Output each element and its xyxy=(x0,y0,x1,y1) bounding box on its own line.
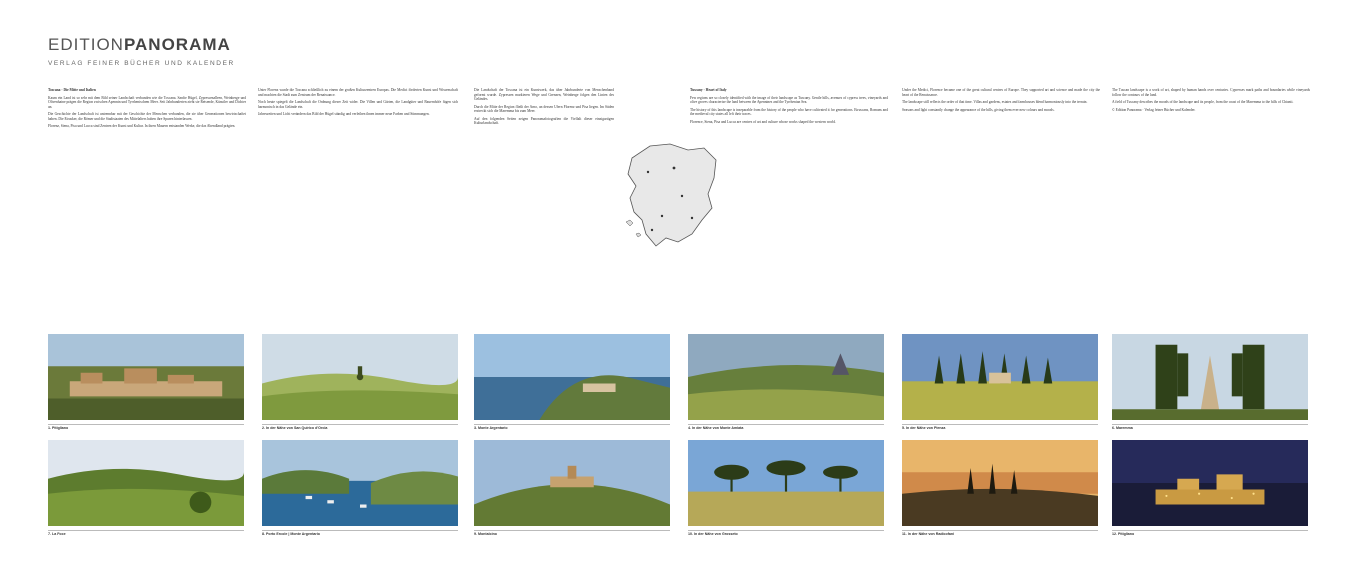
caption-divider xyxy=(474,530,670,531)
paragraph: Kaum ein Land ist so sehr mit dem Bild seiner Landschaft verbunden wie die Toscana. Sanfte Hügel, Zypressenalleen, Weinberge und Olivenhaine prägen die Region zwischen Apennin und Tyrrhenischem Meer. Seit Jahrhunderten zieht sie Reisende, Künstler und Dichter an. xyxy=(48,95,246,109)
panorama-photo xyxy=(48,440,244,526)
paragraph: Few regions are so closely identified with the image of their landscape as Tuscany. Gentle hills, avenues of cypress trees, vineyards and olive groves characterise the land between the Apennines and the Tyrrhenian Sea. xyxy=(690,95,888,104)
paragraph: The history of this landscape is inseparable from the history of the people who have cultivated it for generations. Etruscans, Romans and the medieval city states all left their traces. xyxy=(690,107,888,116)
photo-caption: 7. La Foce xyxy=(48,532,66,536)
logo-part-1: EDITION xyxy=(48,35,124,54)
column-lead: Toscana · Die Mitte und Italien xyxy=(48,88,96,92)
paragraph: Seasons and light constantly change the appearance of the hills, giving them ever new colours and moods. xyxy=(902,107,1055,112)
paragraph: Durch die Mitte der Region fließt der Arno, an dessen Ufern Florenz und Pisa liegen. Im Süden erstreckt sich die Maremma bis zum Meer. xyxy=(474,104,614,113)
panorama-photo xyxy=(902,334,1098,420)
photo-caption: 4. In der Nähe von Monte Amiata xyxy=(688,426,744,430)
paragraph: Under the Medici, Florence became one of the great cultural centres of Europe. They supported art and science and made the city the heart of the Renaissance. xyxy=(902,88,1100,97)
paragraph: A field of Tuscany describes the moods of the landscape and its people, from the coast of the Maremma to the hills of Chianti. xyxy=(1112,100,1294,104)
logo-part-2: PANORAMA xyxy=(123,35,231,54)
caption-divider xyxy=(1112,530,1308,531)
panorama-photo xyxy=(474,334,670,420)
photo-caption: 12. Pitigliano xyxy=(1112,532,1135,536)
caption-divider xyxy=(1112,424,1308,425)
photo-caption: 5. In der Nähe von Pienza xyxy=(902,426,946,430)
paragraph: Auf den folgenden Seiten zeigen Panoramafotografien die Vielfalt dieser einzigartigen Kulturlandschaft. xyxy=(474,116,614,125)
caption-divider xyxy=(48,424,244,425)
paragraph: Die Geschichte der Landschaft ist untrennbar mit der Geschichte der Menschen verbunden, die sie über Generationen bewirtschaftet haben. Die Etrusker, die Römer und die Stadtstaaten des Mittelalters haben ihre Spuren hinterlassen. xyxy=(48,112,246,121)
map-region-outline xyxy=(628,144,716,246)
photo-caption: 6. Maremma xyxy=(1112,426,1133,430)
caption-divider xyxy=(902,530,1098,531)
caption-divider xyxy=(48,530,244,531)
photo-caption: 10. In der Nähe von Grosseto xyxy=(688,532,738,536)
panorama-photo xyxy=(48,334,244,420)
text-column xyxy=(258,88,458,308)
panorama-photo xyxy=(262,334,458,420)
paragraph: The Tuscan landscape is a work of art, shaped by human hands over centuries. Cypresses mark paths and boundaries while vineyards follow the contours of the land. xyxy=(1112,88,1310,97)
text-column xyxy=(902,88,1100,308)
photo-caption: 2. In der Nähe von San Quirico d'Orcia xyxy=(262,426,328,430)
caption-divider xyxy=(902,424,1098,425)
header xyxy=(48,36,235,67)
panorama-photo xyxy=(688,440,884,526)
tagline: VERLAG FEINER BÜCHER UND KALENDER xyxy=(48,60,235,67)
panorama-photo xyxy=(1112,334,1308,420)
paragraph: Jahreszeiten und Licht verändern das Bild der Hügel ständig und verleihen ihnen immer neue Farben und Stimmungen. xyxy=(258,112,430,116)
paragraph: © Edition Panorama · Verlag feiner Bücher und Kalender. xyxy=(1112,107,1196,112)
caption-divider xyxy=(688,424,884,425)
photo-caption: 9. Montalcino xyxy=(474,532,497,536)
caption-divider xyxy=(262,424,458,425)
tuscany-map xyxy=(622,138,720,248)
text-column xyxy=(474,88,614,308)
paragraph: Florenz, Siena, Pisa und Lucca sind Zentren der Kunst und Kultur. In ihren Mauern entstanden Werke, die das Abendland prägten. xyxy=(48,124,236,128)
paragraph: Die Landschaft der Toscana ist ein Kunstwerk, das über Jahrhunderte von Menschenhand geformt wurde. Zypressen markieren Wege und Grenzen, Weinberge folgen den Linien des Geländes. xyxy=(474,88,614,101)
photo-caption: 11. In der Nähe von Radicofani xyxy=(902,532,955,536)
paragraph: Unter Florenz wurde die Toscana schließlich zu einem der großen Kulturzentren Europas. Die Medici förderten Kunst und Wissenschaft und machten die Stadt zum Zentrum der Renaissance. xyxy=(258,88,458,97)
text-column xyxy=(48,88,246,308)
caption-divider xyxy=(474,424,670,425)
map-islands xyxy=(626,220,641,237)
logo xyxy=(48,36,235,54)
caption-divider xyxy=(688,530,884,531)
photo-caption: 8. Porto Ercole | Monte Argentario xyxy=(262,532,320,536)
photo-caption: 3. Monte Argentario xyxy=(474,426,508,430)
panorama-photo xyxy=(262,440,458,526)
text-column xyxy=(1112,88,1310,308)
paragraph: Noch heute spiegelt die Landschaft die Ordnung dieser Zeit wider. Die Villen und Gärten, die Landgüter und Bauernhöfe fügen sich harmonisch in das Gelände ein. xyxy=(258,100,458,109)
panorama-photo xyxy=(474,440,670,526)
paragraph: The landscape still reflects the order of that time. Villas and gardens, estates and farmhouses blend harmoniously into the terrain. xyxy=(902,100,1088,104)
photo-caption: 1. Pitigliano xyxy=(48,426,69,430)
panorama-photo xyxy=(1112,440,1308,526)
panorama-photo xyxy=(688,334,884,420)
paragraph: Florence, Siena, Pisa and Lucca are centres of art and culture whose works shaped the western world. xyxy=(690,119,836,124)
column-lead: Tuscany · Heart of Italy xyxy=(690,88,727,92)
panorama-photo xyxy=(902,440,1098,526)
caption-divider xyxy=(262,530,458,531)
